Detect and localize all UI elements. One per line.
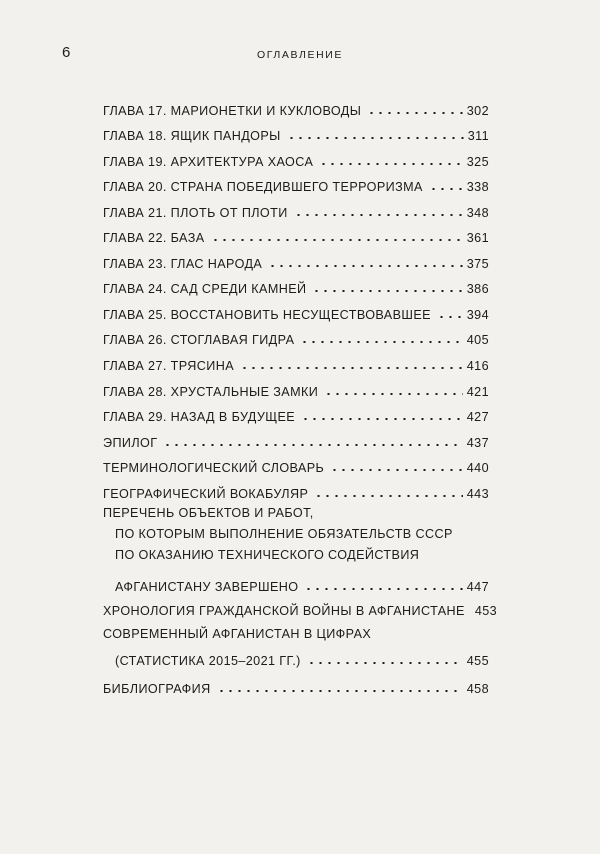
toc-entry-page: 405 <box>466 333 489 348</box>
toc-entry <box>103 194 489 220</box>
toc-entry-page: 440 <box>466 461 489 476</box>
dot-leader <box>217 690 463 692</box>
toc-entry <box>103 424 489 450</box>
toc-entry <box>103 450 489 476</box>
dot-leader <box>314 495 463 497</box>
toc-entry-label: ГЛАВА 23. ГЛАС НАРОДА <box>103 256 263 271</box>
toc-entry-line: ПЕРЕЧЕНЬ ОБЪЕКТОВ И РАБОТ, <box>103 505 314 520</box>
toc-entry-page: 375 <box>466 256 489 271</box>
dot-leader <box>367 112 463 114</box>
toc-entry-page: 421 <box>466 384 489 399</box>
toc-entry-bibliography <box>103 668 489 696</box>
toc-entry-last-line <box>103 566 489 594</box>
toc-entry-label: ГЛАВА 17. МАРИОНЕТКИ И КУКЛОВОДЫ <box>103 103 362 118</box>
dot-leader <box>304 588 462 590</box>
dot-leader <box>240 367 463 369</box>
toc-entry <box>103 347 489 373</box>
toc-entry-page: 394 <box>466 307 489 322</box>
toc-entry <box>103 399 489 425</box>
toc-entry-page: 453 <box>474 603 498 618</box>
toc-entry-label: ГЛАВА 18. ЯЩИК ПАНДОРЫ <box>103 129 281 144</box>
dot-leader <box>330 469 463 471</box>
toc-entry-page: 437 <box>466 435 489 450</box>
toc-entry <box>103 322 489 348</box>
toc-entry-label: ТЕРМИНОЛОГИЧЕСКИЙ СЛОВАРЬ <box>103 461 325 476</box>
toc-entry-label: АФГАНИСТАНУ ЗАВЕРШЕНО <box>115 579 299 594</box>
toc-entry-list-of-objects <box>103 503 489 594</box>
toc-entry-page: 348 <box>466 205 489 220</box>
toc-entry-line: ПО КОТОРЫМ ВЫПОЛНЕНИЕ ОБЯЗАТЕЛЬСТВ СССР <box>115 526 453 541</box>
toc-entry-label: ГЛАВА 20. СТРАНА ПОБЕДИВШЕГО ТЕРРОРИЗМА <box>103 180 423 195</box>
toc-entry-label: ГЛАВА 19. АРХИТЕКТУРА ХАОСА <box>103 154 314 169</box>
toc-entry-label: ГЛАВА 25. ВОССТАНОВИТЬ НЕСУЩЕСТВОВАВШЕЕ <box>103 307 431 322</box>
dot-leader <box>294 214 463 216</box>
toc-entries <box>103 92 489 501</box>
toc-entry-page: 427 <box>466 410 489 425</box>
dot-leader <box>312 290 462 292</box>
toc-entry <box>103 245 489 271</box>
dot-leader <box>287 137 464 139</box>
toc-entry-label: ГЛАВА 27. ТРЯСИНА <box>103 359 235 374</box>
toc-entry <box>103 118 489 144</box>
toc-entry-label: ГЛАВА 21. ПЛОТЬ ОТ ПЛОТИ <box>103 205 288 220</box>
toc-entry-page: 416 <box>466 359 489 374</box>
toc-entry-page: 361 <box>466 231 489 246</box>
toc-entry-label: ЭПИЛОГ <box>103 435 158 450</box>
toc-entry <box>103 92 489 118</box>
toc-entry-line: СОВРЕМЕННЫЙ АФГАНИСТАН В ЦИФРАХ <box>103 626 372 641</box>
toc-entry <box>103 143 489 169</box>
toc-entry-page: 302 <box>466 103 489 118</box>
table-of-contents <box>103 92 498 696</box>
toc-entry-page: 338 <box>466 180 489 195</box>
toc-entry-last-line <box>103 645 489 668</box>
toc-entry-page: 458 <box>466 681 489 696</box>
toc-entry-line: ПО ОКАЗАНИЮ ТЕХНИЧЕСКОГО СОДЕЙСТВИЯ <box>115 547 420 562</box>
dot-leader <box>324 393 463 395</box>
toc-entry-page: 311 <box>467 129 489 144</box>
running-head: ОГЛАВЛЕНИЕ <box>256 49 344 61</box>
toc-entry-page: 443 <box>466 486 489 501</box>
toc-entry-label: ГЛАВА 22. БАЗА <box>103 231 205 246</box>
toc-entry <box>103 169 489 195</box>
dot-leader <box>268 265 463 267</box>
toc-entry-label: БИБЛИОГРАФИЯ <box>103 681 211 696</box>
dot-leader <box>319 163 463 165</box>
toc-entry <box>103 373 489 399</box>
dot-leader <box>211 239 463 241</box>
toc-entry-page: 386 <box>466 282 489 297</box>
toc-entry-label: ГЛАВА 28. ХРУСТАЛЬНЫЕ ЗАМКИ <box>103 384 319 399</box>
toc-entry-label: (СТАТИСТИКА 2015–2021 ГГ.) <box>115 653 301 668</box>
page-number: 6 <box>62 44 71 61</box>
dot-leader <box>429 188 463 190</box>
toc-entry-page: 455 <box>466 653 489 668</box>
toc-entry <box>103 271 489 297</box>
toc-entry-label: ГЛАВА 26. СТОГЛАВАЯ ГИДРА <box>103 333 295 348</box>
toc-entry-label: ХРОНОЛОГИЯ ГРАЖДАНСКОЙ ВОЙНЫ В АФГАНИСТАНЕ <box>103 603 465 618</box>
toc-entry-page: 447 <box>466 579 489 594</box>
dot-leader <box>301 418 463 420</box>
toc-entry-modern-afghanistan <box>103 624 489 668</box>
toc-entry-label: ГЕОГРАФИЧЕСКИЙ ВОКАБУЛЯР <box>103 486 309 501</box>
toc-entry-chronology <box>103 594 498 618</box>
toc-entry <box>103 475 489 501</box>
dot-leader <box>437 316 463 318</box>
toc-entry <box>103 220 489 246</box>
toc-entry-page: 325 <box>466 154 489 169</box>
toc-entry-label: ГЛАВА 24. САД СРЕДИ КАМНЕЙ <box>103 282 307 297</box>
dot-leader <box>300 341 462 343</box>
dot-leader <box>163 444 462 446</box>
toc-entry-label: ГЛАВА 29. НАЗАД В БУДУЩЕЕ <box>103 410 296 425</box>
dot-leader <box>307 662 463 664</box>
toc-entry <box>103 296 489 322</box>
